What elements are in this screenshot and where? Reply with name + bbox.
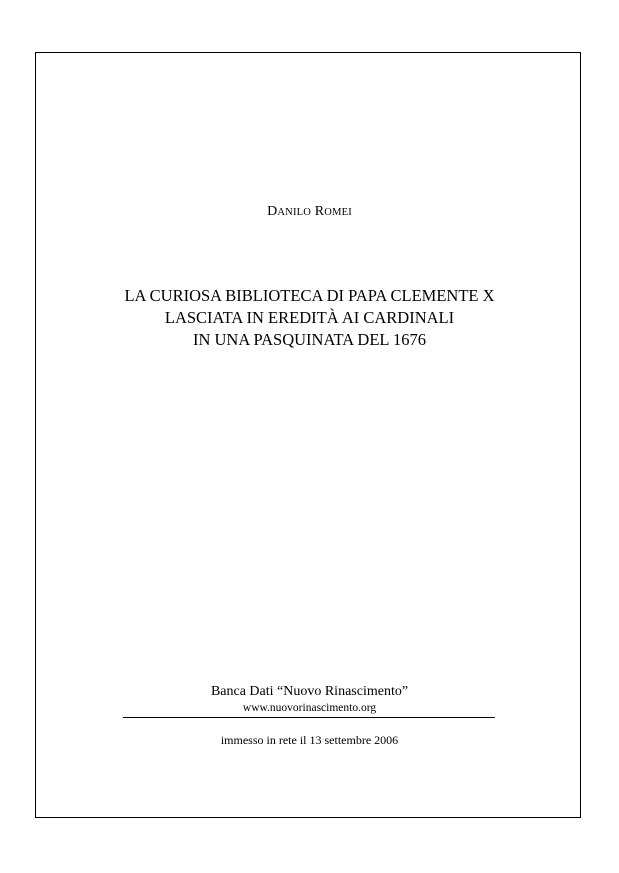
website-url: www.nuovorinascimento.org — [242, 702, 377, 714]
author-last-initial: R — [314, 204, 325, 219]
publisher-name: Banca Dati “Nuovo Rinascimento” — [210, 684, 409, 699]
author-first-rest: ANILO — [277, 207, 312, 218]
title-line-3: IN UNA PASQUINATA DEL 1676 — [192, 330, 427, 349]
title-line-2: LASCIATA IN EREDITÀ AI CARDINALI — [164, 308, 455, 327]
author-first-initial: D — [267, 204, 278, 219]
online-date: immesso in rete il 13 settembre 2006 — [220, 733, 399, 747]
title-line-1: LA CURIOSA BIBLIOTECA DI PAPA CLEMENTE X — [124, 286, 495, 305]
author-name — [0, 204, 619, 220]
author-last-rest: OMEI — [324, 207, 352, 218]
footer-divider — [123, 717, 495, 718]
document-title — [0, 285, 619, 351]
